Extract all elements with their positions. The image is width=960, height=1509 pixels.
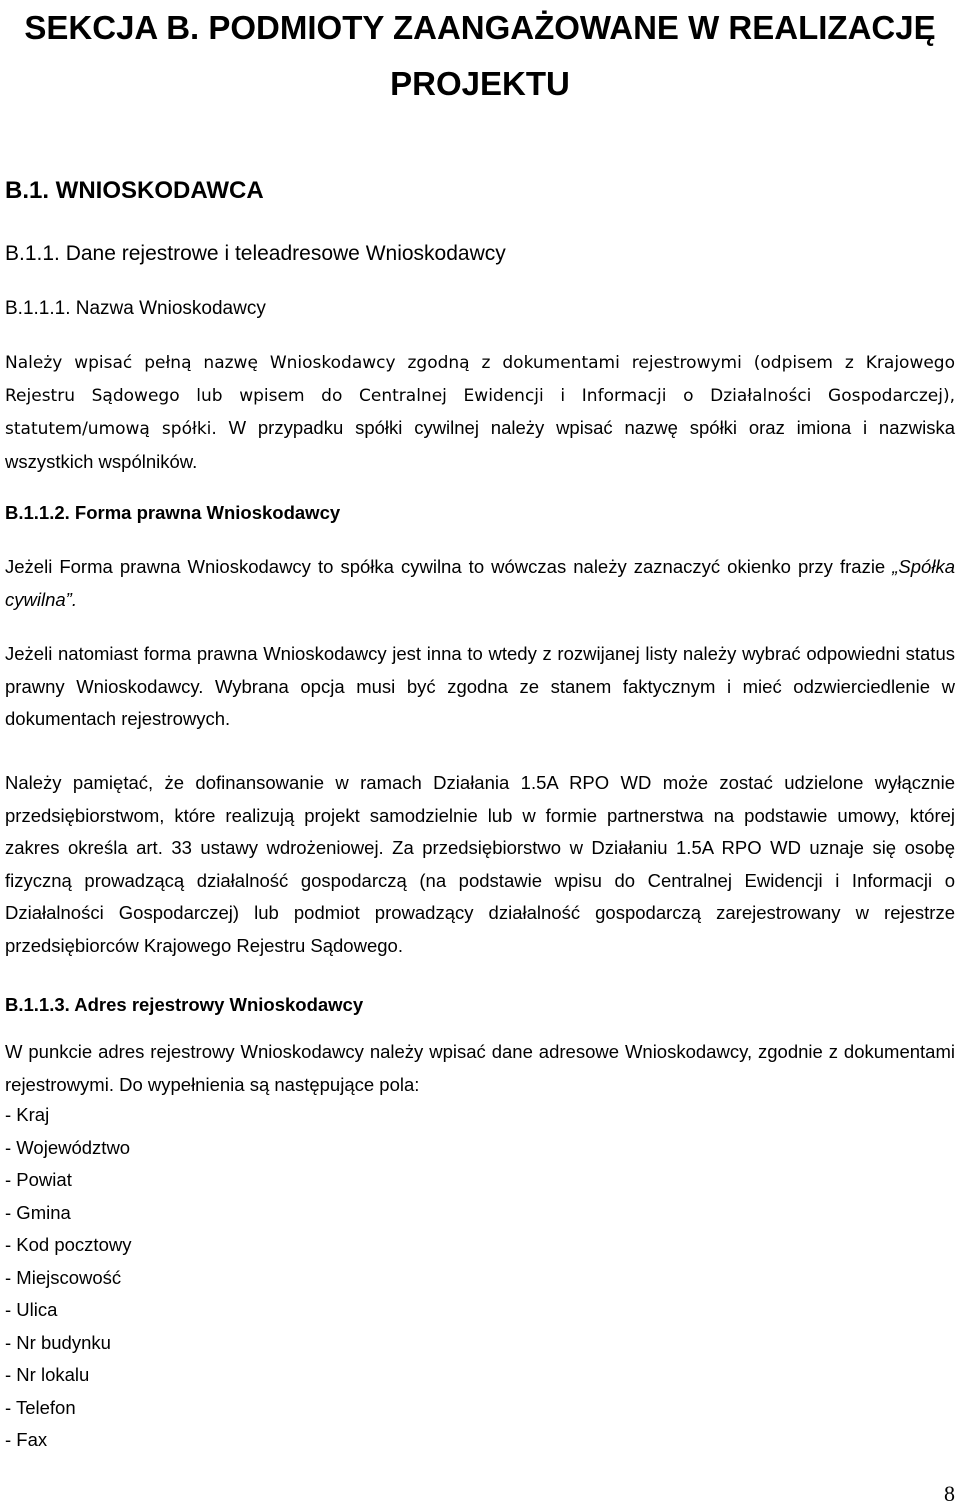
phrase-spolka-cywilna: „Spółka cywilna”.	[5, 556, 955, 610]
paragraph-dofinansowanie: Należy pamiętać, że dofinansowanie w ramach Działania 1.5A RPO WD może zostać udzielone wyłącznie przedsiębiorstwom, które realizują projekt samodzielnie lub w formie partnerstwa na podstawie umowy, której zakres określa art. 33 ustawy wdrożeniowej. Za przedsiębiorstwo w Działaniu 1.5A RPO WD uznaje się osobę fizyczną prowadzącą działalność gospodarczą (na podstawie wpisu do Centralnej Ewidencji i Informacji o Działalności Gospodarczej) lub podmiot prowadzący działalność gospodarczą zarejestrowany w rejestrze przedsiębiorców Krajowego Rejestru Sądowego.	[5, 772, 955, 956]
list-item: - Kod pocztowy	[5, 1234, 132, 1255]
heading-b113: B.1.1.3. Adres rejestrowy Wnioskodawcy	[5, 994, 364, 1015]
list-item: - Nr lokalu	[5, 1364, 90, 1385]
page-number: 8	[944, 1481, 955, 1506]
heading-b1: B.1. WNIOSKODAWCA	[5, 177, 264, 204]
list-item: - Telefon	[5, 1396, 76, 1418]
paragraph-adres-rejestrowy: W punkcie adres rejestrowy Wnioskodawcy należy wpisać dane adresowe Wnioskodawcy, zgodnie z dokumentami rejestrowymi. Do wypełnienia są następujące pola:	[5, 1041, 955, 1095]
list-item: - Kraj	[5, 1104, 50, 1125]
paragraph-forma-prawna-inna: Jeżeli natomiast forma prawna Wnioskodawcy jest inna to wtedy z rozwijanej listy należy wybrać odpowiedni status prawny Wnioskodawcy. Wybrana opcja musi być zgodna ze stanem faktycznym i mieć odzwierciedlenie w dokumentach rejestrowych.	[5, 643, 955, 729]
paragraph-nazwa-part2: W przypadku spółki cywilnej należy wpisać nazwę spółki oraz imiona i nazwiska wszystkich wspólników.	[5, 417, 956, 472]
list-item: - Gmina	[5, 1201, 71, 1223]
paragraph-nazwa-part1: Należy wpisać pełną nazwę Wnioskodawcy zgodną z dokumentami rejestrowymi (odpisem z Krajowego Rejestru Sądowego lub wpisem do Centralnej Ewidencji i Informacji o Działalności Gospodarczej), statutem/umową spółki.	[5, 353, 955, 439]
section-title-line2: PROJEKTU	[390, 65, 570, 102]
address-fields-list	[5, 1099, 131, 1457]
paragraph-spolka-cywilna-text: Jeżeli Forma prawna Wnioskodawcy to spółka cywilna to wówczas należy zaznaczyć okienko przy frazie	[5, 556, 893, 577]
list-item: - Województwo	[5, 1136, 131, 1158]
list-item: - Nr budynku	[5, 1331, 111, 1353]
heading-b111: B.1.1.1. Nazwa Wnioskodawcy	[5, 298, 266, 319]
section-title-line1: SEKCJA B. PODMIOTY ZAANGAŻOWANE W REALIZACJĘ	[24, 9, 936, 46]
heading-b112: B.1.1.2. Forma prawna Wnioskodawcy	[5, 502, 341, 523]
heading-b11: B.1.1. Dane rejestrowe i teleadresowe Wnioskodawcy	[5, 242, 506, 265]
paragraph-nazwa-wnioskodawcy	[5, 347, 955, 479]
list-item: - Miejscowość	[5, 1266, 122, 1288]
section-title	[0, 0, 960, 112]
paragraph-spolka-cywilna	[5, 551, 955, 616]
list-item: - Ulica	[5, 1299, 58, 1320]
list-item: - Powiat	[5, 1169, 72, 1190]
list-item: - Fax	[5, 1429, 48, 1450]
